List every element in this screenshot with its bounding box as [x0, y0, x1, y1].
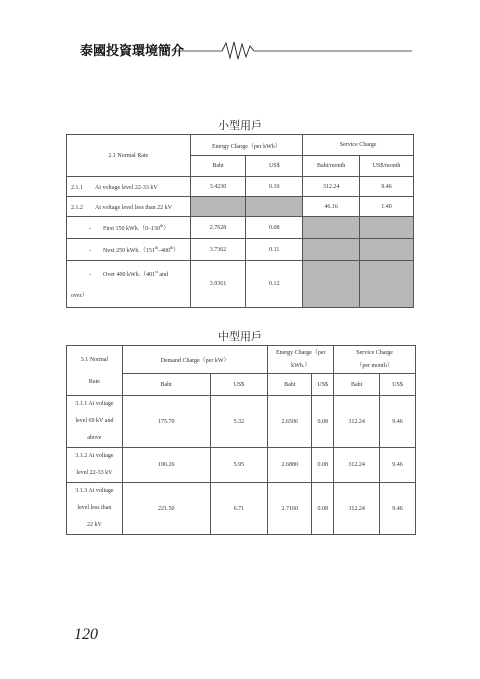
energy-usd: 0.08: [312, 396, 334, 448]
subheader-usd: US$: [246, 156, 303, 177]
row-label: 3.1.1 At voltage level 69 kV and above: [67, 396, 123, 448]
energy-usd: 0.08: [246, 217, 303, 239]
service-baht: 312.24: [334, 448, 380, 483]
page-number: 120: [74, 626, 98, 643]
energy-header: Energy Charge（per kWh.）: [268, 346, 334, 374]
shaded-cell: [360, 261, 414, 308]
energy-usd: 0.08: [312, 483, 334, 535]
energy-usd: 0.08: [312, 448, 334, 483]
row-label: - First 150 kWh.（0–150th）: [67, 217, 191, 239]
section1-title: 小型用戶: [218, 119, 262, 132]
energy-baht: 2.6506: [268, 396, 312, 448]
table-row: [67, 177, 414, 197]
energy-usd: 0.10: [246, 177, 303, 197]
rate-label: 3.1 Normal Rate: [67, 346, 123, 396]
energy-header: Energy Charge（per kWh）: [190, 135, 303, 156]
small-user-table: [66, 134, 414, 308]
row-label: 3.1.3 At voltage level less than 22 kV: [67, 483, 123, 535]
rate-label: 2.1 Normal Rate: [67, 135, 191, 177]
demand-baht: 221.50: [122, 483, 210, 535]
energy-usd: 0.11: [246, 239, 303, 261]
shaded-cell: [360, 217, 414, 239]
service-baht: 312.24: [303, 177, 360, 197]
row-label: 3.1.2 At voltage level 22-33 kV: [67, 448, 123, 483]
subheader-baht: Baht: [268, 374, 312, 396]
header-title: 泰國投資環境簡介: [80, 44, 185, 59]
shaded-cell: [190, 197, 246, 217]
service-baht: 312.24: [334, 483, 380, 535]
service-header: Service Charge （per month）: [334, 346, 416, 374]
table-row: [67, 396, 416, 448]
row-label: 2.1.2 At voltage level less than 22 kV: [67, 197, 191, 217]
demand-usd: 5.32: [210, 396, 268, 448]
table-row: [67, 217, 414, 239]
subheader-baht: Baht: [334, 374, 380, 396]
shaded-cell: [303, 217, 360, 239]
subheader-baht-month: Baht/month: [303, 156, 360, 177]
energy-baht: 3.9361: [190, 261, 246, 308]
service-header: Service Charge: [303, 135, 414, 156]
demand-baht: 196.26: [122, 448, 210, 483]
service-usd: 9.46: [380, 483, 416, 535]
shaded-cell: [303, 261, 360, 308]
row-label: - Over 400 kWh.（401st and over）: [67, 261, 191, 308]
section2-title: 中型用戶: [218, 330, 262, 343]
energy-baht: 2.7628: [190, 217, 246, 239]
service-usd: 9.46: [360, 177, 414, 197]
subheader-usd-month: US$/month: [360, 156, 414, 177]
energy-baht: 3.7362: [190, 239, 246, 261]
service-usd: 9.46: [380, 396, 416, 448]
energy-usd: 0.12: [246, 261, 303, 308]
subheader-baht: Baht: [190, 156, 246, 177]
energy-baht: 3.4230: [190, 177, 246, 197]
demand-usd: 6.71: [210, 483, 268, 535]
energy-baht: 2.7160: [268, 483, 312, 535]
shaded-cell: [246, 197, 303, 217]
page-header: [80, 38, 412, 62]
table-row: [67, 483, 416, 535]
subheader-usd: US$: [380, 374, 416, 396]
service-usd: 1.40: [360, 197, 414, 217]
row-label: 2.1.1 At voltage level 22-33 kV: [67, 177, 191, 197]
demand-usd: 5.95: [210, 448, 268, 483]
demand-baht: 175.70: [122, 396, 210, 448]
table-row: [67, 239, 414, 261]
table-row: [67, 261, 414, 308]
energy-baht: 2.6880: [268, 448, 312, 483]
subheader-usd: US$: [210, 374, 268, 396]
row-label: - Next 250 kWh.（151th–400th）: [67, 239, 191, 261]
subheader-baht: Baht: [122, 374, 210, 396]
service-baht: 312.24: [334, 396, 380, 448]
table-row: [67, 197, 414, 217]
service-usd: 9.46: [380, 448, 416, 483]
shaded-cell: [303, 239, 360, 261]
table-row: [67, 448, 416, 483]
service-baht: 46.16: [303, 197, 360, 217]
subheader-usd: US$: [312, 374, 334, 396]
shaded-cell: [360, 239, 414, 261]
demand-header: Demand Charge（per kW）: [122, 346, 267, 374]
medium-user-table: [66, 345, 416, 535]
